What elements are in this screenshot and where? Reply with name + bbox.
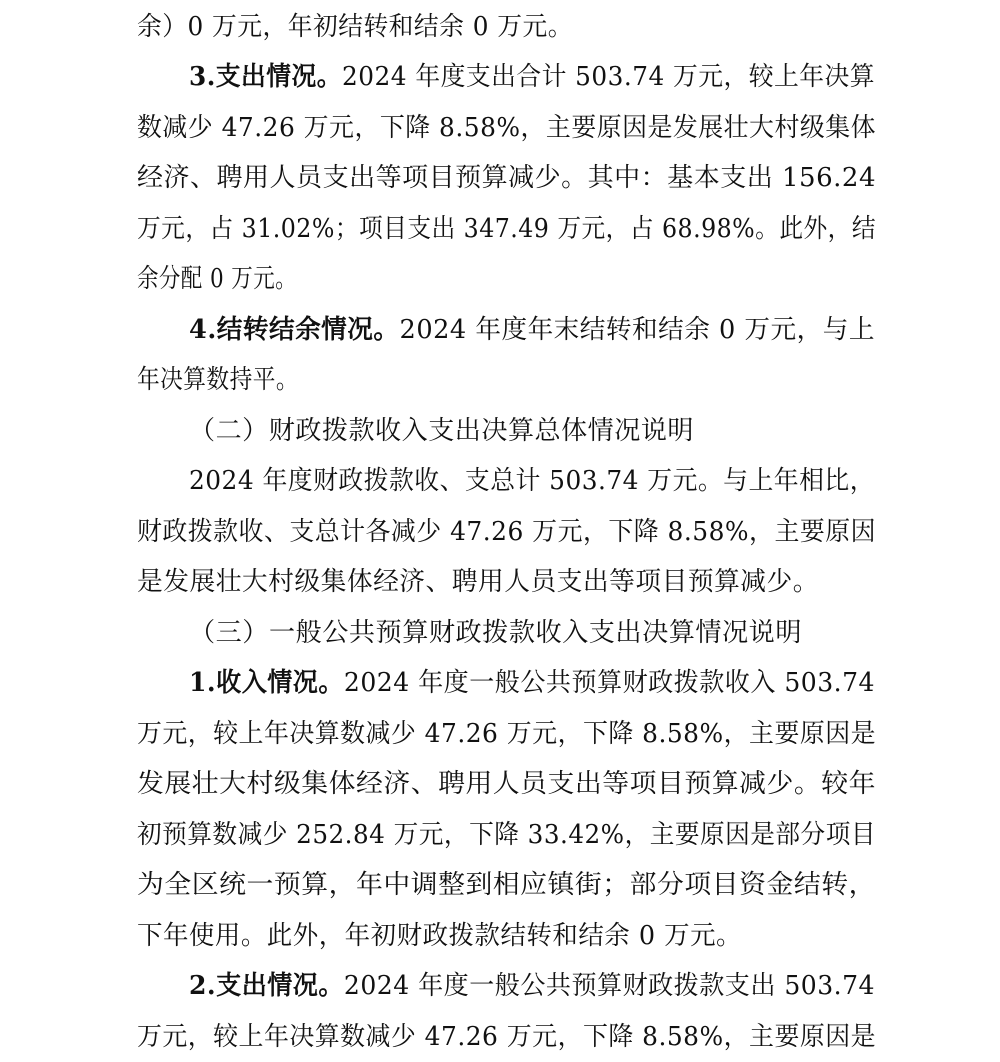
line-text [137, 204, 876, 254]
line-17 [0, 810, 1000, 860]
line-text [189, 658, 875, 708]
body-text: 年决算数持平。 [137, 365, 299, 395]
body-text: 是发展壮大村级集体经济、聘用人员支出等项目预算减少。 [137, 567, 819, 597]
line-text [137, 1012, 876, 1062]
section-heading: 4.结转结余情况。 [189, 315, 400, 345]
line-11 [0, 507, 1000, 557]
line-text [137, 860, 876, 910]
body-text: 万元，占 31.02%；项目支出 347.49 万元，占 68.98%。此外，结 [137, 214, 876, 244]
section-heading: 2.支出情况。 [189, 971, 344, 1001]
line-18 [0, 860, 1000, 910]
line-21 [0, 1012, 1000, 1062]
body-text: （二）财政拨款收入支出决算总体情况说明 [189, 416, 694, 446]
line-20 [0, 961, 1000, 1011]
line-text [137, 355, 299, 405]
body-text: 为全区统一预算，年中调整到相应镇街；部分项目资金结转， [137, 870, 877, 900]
body-text: 初预算数减少 252.84 万元，下降 33.42%，主要原因是部分项目 [137, 820, 876, 850]
body-text: 2024 年度支出合计 503.74 万元，较上年决算 [342, 62, 875, 92]
line-1 [0, 2, 1000, 52]
line-text [189, 456, 875, 506]
line-10 [0, 456, 1000, 506]
body-text: 发展壮大村级集体经济、聘用人员支出等项目预算减少。较年 [137, 769, 877, 799]
line-text [137, 709, 876, 759]
body-text: 下年使用。此外，年初财政拨款结转和结余 0 万元。 [137, 921, 742, 951]
line-19 [0, 911, 1000, 961]
line-13 [0, 608, 1000, 658]
line-5 [0, 204, 1000, 254]
body-text: 财政拨款收、支总计各减少 47.26 万元，下降 8.58%，主要原因 [137, 517, 876, 547]
line-16 [0, 759, 1000, 809]
body-text: （三）一般公共预算财政拨款收入支出决算情况说明 [189, 618, 803, 648]
line-text [189, 608, 802, 658]
body-text: 2024 年度财政拨款收、支总计 503.74 万元。与上年相比， [189, 466, 875, 496]
section-heading: 1.收入情况。 [189, 668, 344, 698]
body-text: 2024 年度一般公共预算财政拨款支出 503.74 [343, 971, 875, 1001]
line-14 [0, 658, 1000, 708]
section-heading: 3.支出情况。 [189, 62, 343, 92]
body-text: 万元，较上年决算数减少 47.26 万元，下降 8.58%，主要原因是 [137, 719, 876, 749]
line-2 [0, 52, 1000, 102]
body-text: 余分配 0 万元。 [137, 264, 297, 294]
line-9 [0, 406, 1000, 456]
line-text [137, 557, 819, 607]
line-3 [0, 103, 1000, 153]
body-text: 经济、聘用人员支出等项目预算减少。其中：基本支出 156.24 [137, 163, 876, 193]
line-12 [0, 557, 1000, 607]
body-text: 2024 年度年末结转和结余 0 万元，与上 [399, 315, 875, 345]
line-text [137, 810, 876, 860]
line-text [137, 2, 573, 52]
line-text [137, 153, 876, 203]
line-6 [0, 254, 1000, 304]
line-text [189, 52, 875, 102]
body-text: 万元，较上年决算数减少 47.26 万元，下降 8.58%，主要原因是 [137, 1022, 876, 1052]
body-text: 数减少 47.26 万元，下降 8.58%，主要原因是发展壮大村级集体 [137, 113, 876, 143]
body-text: 余）0 万元，年初结转和结余 0 万元。 [137, 12, 573, 42]
line-4 [0, 153, 1000, 203]
line-15 [0, 709, 1000, 759]
body-text: 2024 年度一般公共预算财政拨款收入 503.74 [343, 668, 875, 698]
line-text [189, 305, 875, 355]
line-text [137, 507, 876, 557]
line-text [137, 911, 742, 961]
line-text [189, 406, 694, 456]
line-7 [0, 305, 1000, 355]
line-text [137, 759, 876, 809]
line-text [189, 961, 875, 1011]
line-text [137, 254, 297, 304]
line-8 [0, 355, 1000, 405]
line-text [137, 103, 876, 153]
